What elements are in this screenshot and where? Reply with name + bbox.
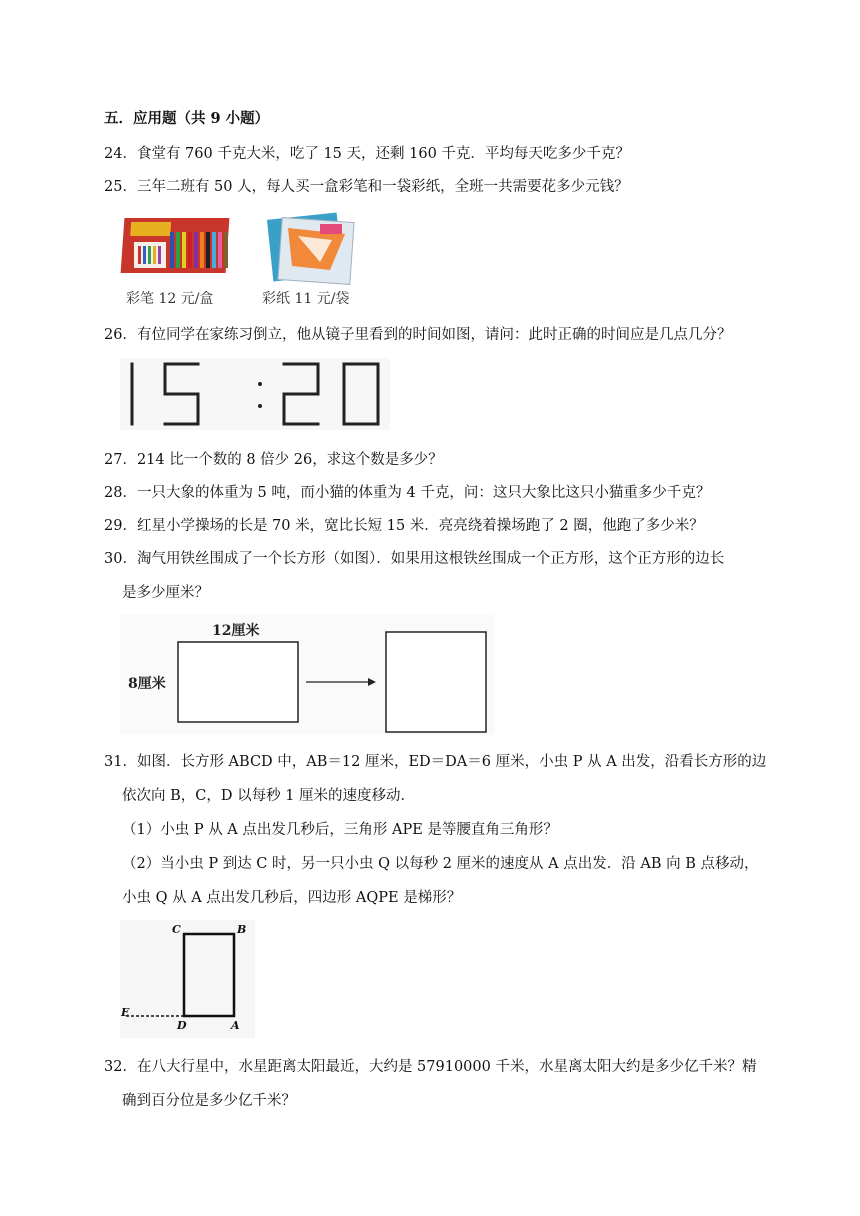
q30-figure xyxy=(120,615,495,735)
question-31-line1: 31．如图．长方形 ABCD 中，AB＝12 厘米，ED＝DA＝6 厘米，小虫 P 从 A 出发，沿看长方形的边 xyxy=(104,754,767,770)
point-c-label: C xyxy=(172,923,181,936)
question-26: 26．有位同学在家练习倒立，他从镜子里看到的时间如图，请问：此时正确的时间应是几点几分？ xyxy=(104,327,732,343)
question-32-line1: 32．在八大行星中，水星距离太阳最近，大约是 57910000 千米，水星离太阳大约是多少亿千米？精 xyxy=(104,1059,757,1075)
point-b-label: B xyxy=(237,923,247,936)
question-31-sub2-line2: 小虫 Q 从 A 点出发几秒后，四边形 AQPE 是梯形？ xyxy=(122,890,462,906)
question-31-line2: 依次向 B，C，D 以每秒 1 厘米的速度移动． xyxy=(122,788,416,804)
question-29: 29．红星小学操场的长是 70 米，宽比长短 15 米．亮亮绕着操场跑了 2 圈，他跑了多少米？ xyxy=(104,518,704,534)
question-30-line1: 30．淘气用铁丝围成了一个长方形（如图）．如果用这根铁丝围成一个正方形，这个正方形的边长 xyxy=(104,551,725,567)
point-d-label: D xyxy=(177,1019,187,1032)
question-27: 27．214 比一个数的 8 倍少 26，求这个数是多少？ xyxy=(104,452,443,468)
question-24: 24．食堂有 760 千克大米，吃了 15 天，还剩 160 千克．平均每天吃多少千克？ xyxy=(104,146,630,162)
pens-price-caption: 彩笔 12 元/盒 xyxy=(126,291,214,307)
paper-price-caption: 彩纸 11 元/袋 xyxy=(262,291,350,307)
question-30-line2: 是多少厘米？ xyxy=(122,585,209,601)
point-a-label: A xyxy=(231,1019,240,1032)
q31-figure xyxy=(120,920,255,1038)
rectangle-to-square-diagram xyxy=(120,615,495,735)
q26-mirror-clock xyxy=(120,358,390,430)
rect-length-label: 12厘米 xyxy=(212,623,260,639)
color-pens-image xyxy=(121,218,230,273)
color-paper-image xyxy=(267,213,354,285)
question-25: 25．三年二班有 50 人，每人买一盒彩笔和一袋彩纸，全班一共需要花多少元钱？ xyxy=(104,179,629,195)
mirrored-digital-clock-image xyxy=(120,358,390,430)
question-32-line2: 确到百分位是多少亿千米？ xyxy=(122,1093,296,1109)
point-e-label: E xyxy=(121,1006,130,1019)
question-28: 28．一只大象的体重为 5 吨，而小猫的体重为 4 千克，问：这只大象比这只小猫重多少千克？ xyxy=(104,485,711,501)
section-title: 五．应用题（共 9 小题） xyxy=(104,110,270,127)
rect-width-label: 8厘米 xyxy=(128,676,166,692)
q25-figure xyxy=(120,210,370,310)
question-31-sub2-line1: （2）当小虫 P 到达 C 时，另一只小虫 Q 以每秒 2 厘米的速度从 A 点出发．沿 AB 向 B 点移动， xyxy=(122,856,759,872)
question-31-sub1: （1）小虫 P 从 A 点出发几秒后，三角形 APE 是等腰直角三角形？ xyxy=(122,822,558,838)
